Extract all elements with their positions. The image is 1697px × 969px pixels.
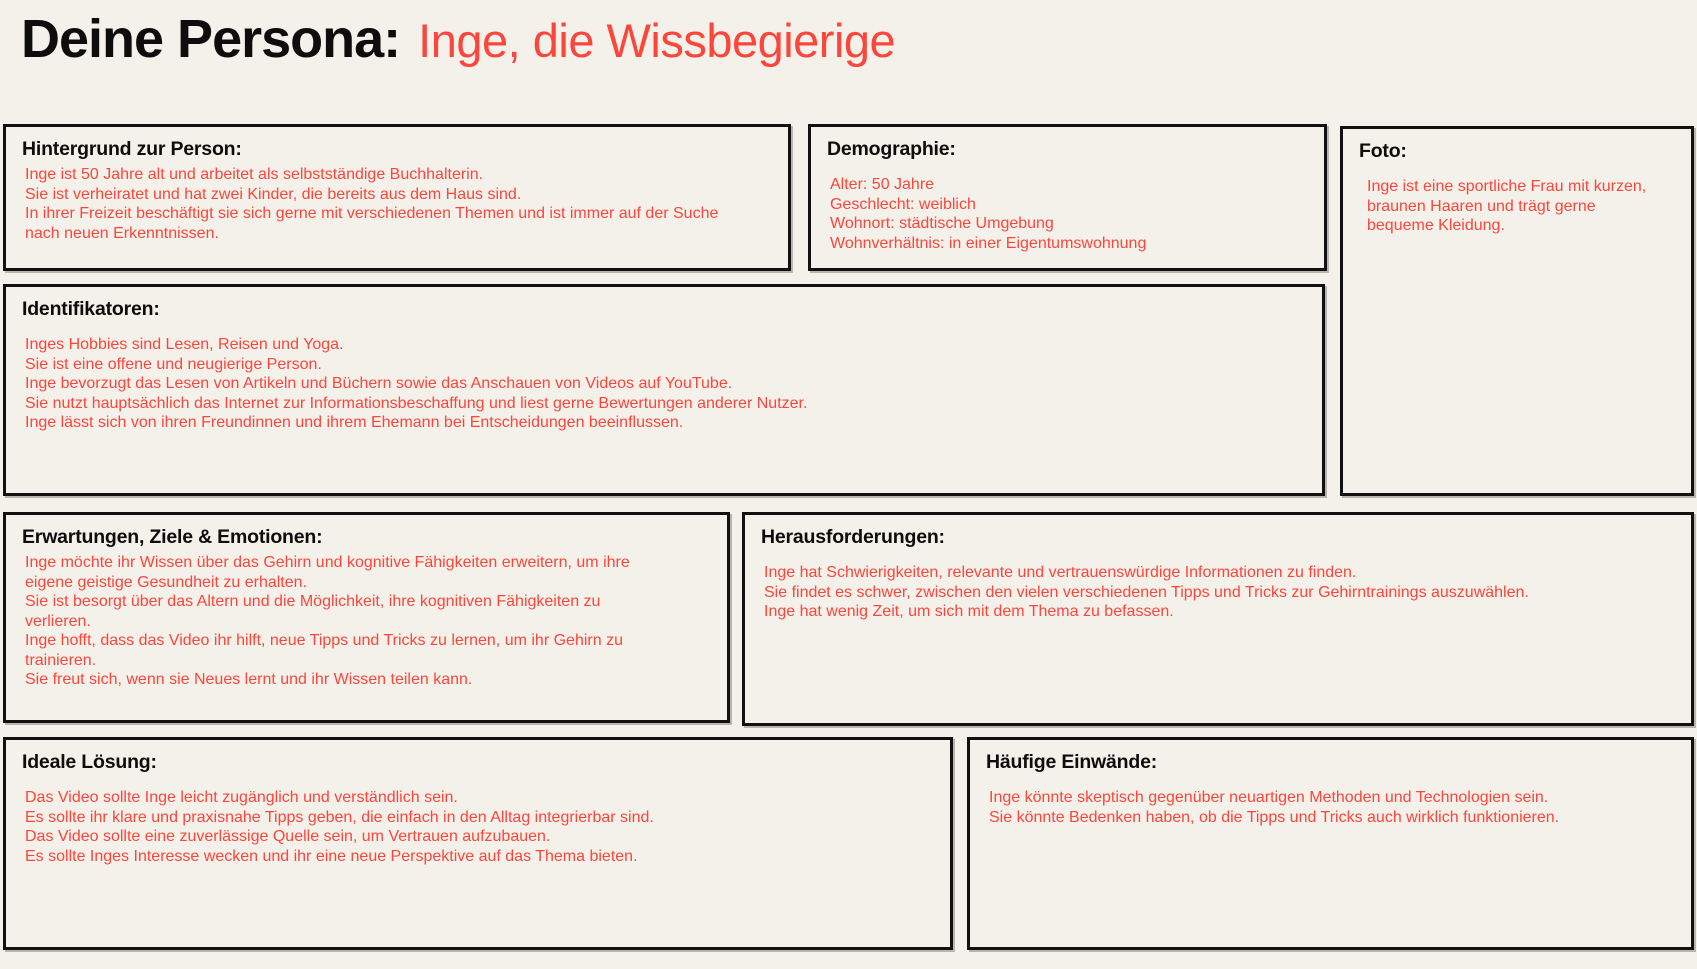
text-line: Inge lässt sich von ihren Freundinnen und ihrem Ehemann bei Entscheidungen beeinflussen. xyxy=(25,414,684,431)
text-line: Sie freut sich, wenn sie Neues lernt und ihr Wissen teilen kann. xyxy=(25,671,473,688)
box-body xyxy=(989,788,1675,827)
box-demographie xyxy=(808,124,1327,271)
box-ideale-loesung xyxy=(3,737,953,950)
text-line: Inge hat wenig Zeit, um sich mit dem Thema zu befassen. xyxy=(764,603,1174,620)
text-line: Das Video sollte Inge leicht zugänglich und verständlich sein. xyxy=(25,789,458,806)
text-line: Sie nutzt hauptsächlich das Internet zur Informationsbeschaffung und liest gerne Bewertungen anderer Nutzer. xyxy=(25,394,808,412)
box-title: Herausforderungen: xyxy=(761,526,945,548)
text-line: Inge ist eine sportliche Frau mit kurzen, xyxy=(1367,178,1647,195)
box-title: Häufige Einwände: xyxy=(986,751,1158,773)
text-line: Inges Hobbies sind Lesen, Reisen und Yoga. xyxy=(25,336,344,353)
text-line: Es sollte ihr klare und praxisnahe Tipps geben, die einfach in den Alltag integrierbar sind. xyxy=(25,808,654,826)
text-line: Sie ist besorgt über das Altern und die Möglichkeit, ihre kognitiven Fähigkeiten zu xyxy=(25,593,601,610)
persona-name: Inge, die Wissbegierige xyxy=(418,14,896,67)
text-line: Sie ist eine offene und neugierige Person. xyxy=(25,355,322,373)
text-line: bequeme Kleidung. xyxy=(1367,217,1505,234)
box-erwartungen-ziele-emotionen xyxy=(3,512,730,723)
text-line: Wohnort: städtische Umgebung xyxy=(830,215,1054,232)
box-body xyxy=(764,563,1675,622)
box-title: Identifikatoren: xyxy=(22,298,160,320)
box-body xyxy=(25,335,1306,433)
text-line: Sie könnte Bedenken haben, ob die Tipps und Tricks auch wirklich funktionieren. xyxy=(989,808,1560,826)
box-body xyxy=(25,553,711,690)
box-foto xyxy=(1340,126,1694,496)
text-line: eigene geistige Gesundheit zu erhalten. xyxy=(25,573,307,591)
text-line: nach neuen Erkenntnissen. xyxy=(25,224,219,242)
text-line: braunen Haaren und trägt gerne xyxy=(1367,197,1596,215)
text-line: trainieren. xyxy=(25,651,97,669)
box-title: Ideale Lösung: xyxy=(22,751,157,773)
text-line: Das Video sollte eine zuverlässige Quelle sein, um Vertrauen aufzubauen. xyxy=(25,828,551,845)
box-hintergrund-zur-person xyxy=(3,124,791,271)
text-line: Inge hat Schwierigkeiten, relevante und vertrauenswürdige Informationen zu finden. xyxy=(764,564,1357,581)
text-line: Inge bevorzugt das Lesen von Artikeln und Büchern sowie das Anschauen von Videos auf YouTube. xyxy=(25,375,733,392)
box-title: Erwartungen, Ziele & Emotionen: xyxy=(22,526,323,548)
text-line: Inge hofft, dass das Video ihr hilft, neue Tipps und Tricks zu lernen, um ihr Gehirn zu xyxy=(25,632,623,649)
text-line: Geschlecht: weiblich xyxy=(830,195,976,213)
box-haeufige-einwaende xyxy=(967,737,1694,950)
box-body xyxy=(830,175,1308,253)
box-title: Hintergrund zur Person: xyxy=(22,138,242,160)
page-header xyxy=(21,8,895,70)
text-line: Wohnverhältnis: in einer Eigentumswohnung xyxy=(830,234,1147,252)
text-line: verlieren. xyxy=(25,612,91,630)
page-title: Deine Persona: xyxy=(21,9,401,69)
text-line: Sie ist verheiratet und hat zwei Kinder, die bereits aus dem Haus sind. xyxy=(25,185,522,203)
text-line: Inge ist 50 Jahre alt und arbeitet als selbstständige Buchhalterin. xyxy=(25,166,484,183)
text-line: Inge könnte skeptisch gegenüber neuartigen Methoden und Technologien sein. xyxy=(989,789,1549,806)
box-body xyxy=(25,165,772,243)
box-title: Foto: xyxy=(1359,140,1407,162)
text-line: Alter: 50 Jahre xyxy=(830,176,935,193)
text-line: Es sollte Inges Interesse wecken und ihr eine neue Perspektive auf das Thema bieten. xyxy=(25,847,638,865)
text-line: Inge möchte ihr Wissen über das Gehirn und kognitive Fähigkeiten erweitern, um ihre xyxy=(25,554,630,571)
box-title: Demographie: xyxy=(827,138,956,160)
box-body xyxy=(1367,177,1675,236)
box-herausforderungen xyxy=(742,512,1694,726)
text-line: Sie findet es schwer, zwischen den vielen verschiedenen Tipps und Tricks zur Gehirntrainings auszuwählen. xyxy=(764,583,1529,601)
box-body xyxy=(25,788,934,866)
text-line: In ihrer Freizeit beschäftigt sie sich gerne mit verschiedenen Themen und ist immer auf der Suche xyxy=(25,205,719,222)
box-identifikatoren xyxy=(3,284,1325,496)
